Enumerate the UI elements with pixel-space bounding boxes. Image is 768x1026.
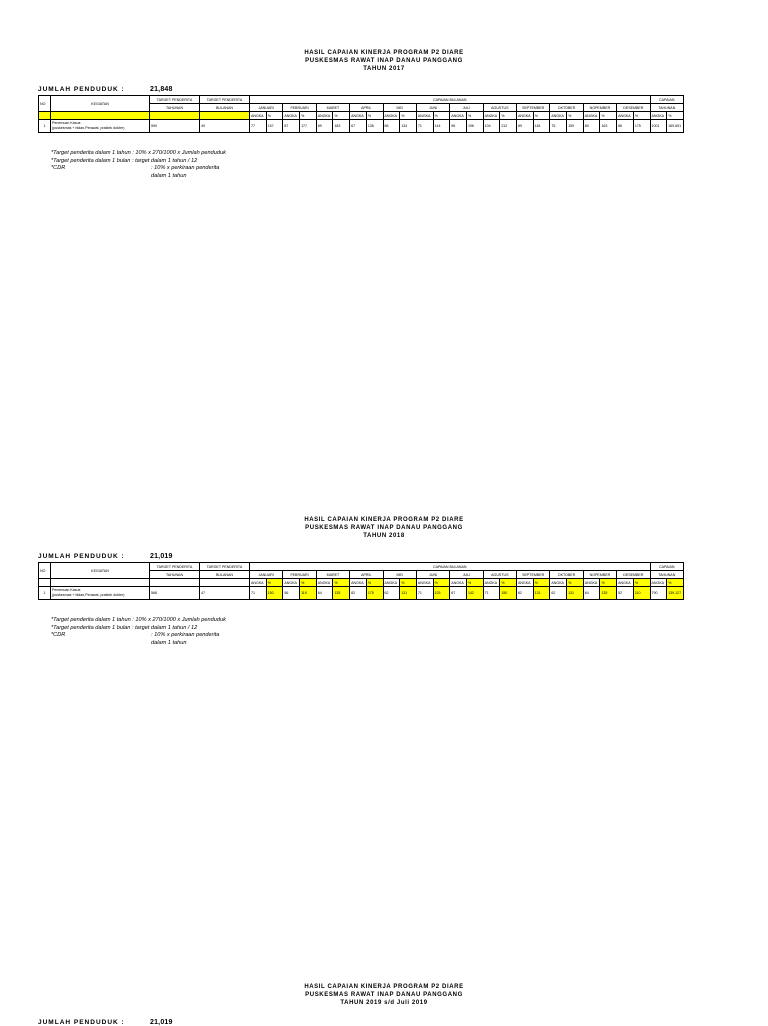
title-line-2: PUSKESMAS RAWAT INAP DANAU PANGGANG (305, 525, 463, 531)
persen-header: % (667, 579, 684, 587)
month-angka-value: 71 (250, 587, 267, 600)
note-cdr (51, 165, 226, 179)
month-angka-value: 71 (483, 587, 500, 600)
population-2017 (38, 86, 173, 93)
month-angka-value: 62 (517, 587, 534, 600)
month-header: AGUSTUS (483, 104, 516, 112)
month-percent-value: 134 (400, 120, 417, 133)
title-line-1: HASIL CAPAIAN KINERJA PROGRAM P2 DIARE (304, 50, 464, 56)
persen-header: % (633, 112, 650, 120)
col-capaian-tahunan-header: CAPAIAN (650, 563, 684, 571)
month-angka-value: 96 (450, 120, 467, 133)
angka-header: ANGKA (450, 579, 467, 587)
persen-header: % (400, 112, 417, 120)
title-line-1: HASIL CAPAIAN KINERJA PROGRAM P2 DIARE (304, 984, 464, 990)
month-header: MARET (316, 104, 349, 112)
note-cdr-label: *CDR (51, 165, 66, 172)
target-bulanan-value: 49 (200, 120, 250, 133)
month-header: SEPTEMBER (517, 571, 550, 579)
note-target-tahun: *Target penderita dalam 1 tahun : 10% x 270/1000 x Jumlah penduduk (51, 617, 226, 623)
month-angka-value: 80 (583, 120, 600, 133)
persen-header: % (333, 112, 350, 120)
month-header: MEI (383, 104, 416, 112)
angka-header: ANGKA (550, 112, 567, 120)
month-percent-value: 175 (366, 587, 383, 600)
angka-header: ANGKA (617, 112, 634, 120)
col-target-bulanan-sub: BULANAN (200, 104, 250, 112)
persen-header: % (266, 579, 283, 587)
col-target-tahunan-sub: TAHUNAN (150, 104, 200, 112)
month-percent-value: 125 (433, 587, 450, 600)
col-capaian-tahunan-sub: TAHUNAN (650, 571, 684, 579)
title-line-2: PUSKESMAS RAWAT INAP DANAU PANGGANG (305, 58, 463, 64)
data-row (39, 587, 684, 600)
blank-cell (51, 112, 150, 120)
population-2018 (38, 553, 173, 560)
row-no: 1 (39, 587, 51, 600)
row-kegiatan (51, 587, 150, 600)
population-label: JUMLAH PENDUDUK : (38, 553, 125, 560)
angka-header: ANGKA (316, 579, 333, 587)
angka-header: ANGKA (450, 112, 467, 120)
data-row (39, 120, 684, 133)
month-angka-value: 62 (383, 587, 400, 600)
persen-header: % (633, 579, 650, 587)
angka-header: ANGKA (383, 579, 400, 587)
performance-table-2018 (38, 562, 684, 600)
persen-header: % (366, 579, 383, 587)
angka-header: ANGKA (483, 579, 500, 587)
angka-header: ANGKA (250, 579, 267, 587)
month-angka-value: 67 (450, 587, 467, 600)
angka-header: ANGKA (550, 579, 567, 587)
month-angka-value: 77 (250, 120, 267, 133)
blank-cell (200, 579, 250, 587)
total-angka-value: 1001 (650, 120, 667, 133)
angka-header: ANGKA (383, 112, 400, 120)
target-tahunan-value: 590 (150, 120, 200, 133)
persen-header: % (567, 579, 584, 587)
month-angka-value: 56 (283, 587, 300, 600)
header-row-1 (39, 96, 684, 104)
population-value: 21,848 (150, 86, 173, 93)
month-percent-value: 159 (567, 120, 584, 133)
population-2019 (38, 1019, 173, 1026)
month-percent-value: 131 (400, 587, 417, 600)
angka-header: ANGKA (316, 112, 333, 120)
month-header: OKTOBER (550, 571, 583, 579)
note-target-bulan: *Target penderita dalam 1 bulan : target dalam 1 tahun / 12 (51, 157, 198, 164)
month-angka-value: 87 (283, 120, 300, 133)
month-percent-value: 144 (433, 120, 450, 133)
title-line-3: TAHUN 2019 s/d Juli 2019 (340, 1000, 428, 1006)
col-target-bulanan-header: TARGET PENDERITA (200, 96, 250, 104)
persen-header: % (300, 579, 317, 587)
total-persen-value: 139.127 (667, 587, 684, 600)
note-cdr-value: : 10% x perkiraan penderita dalam 1 tahun (151, 632, 220, 646)
month-percent-value: 119 (300, 587, 317, 600)
month-angka-value: 71 (416, 587, 433, 600)
note-cdr-value: : 10% x perkiraan penderita dalam 1 tahun (151, 165, 220, 179)
month-header: JULI (450, 571, 483, 579)
month-angka-value: 104 (483, 120, 500, 133)
title-line-3: TAHUN 2017 (363, 66, 405, 72)
month-percent-value: 181 (533, 120, 550, 133)
month-angka-value: 89 (316, 120, 333, 133)
month-header: JULI (450, 104, 483, 112)
angka-header: ANGKA (583, 112, 600, 120)
month-header: APRIL (350, 104, 383, 112)
month-angka-value: 64 (583, 587, 600, 600)
angka-header: ANGKA (517, 112, 534, 120)
angka-header: ANGKA (416, 579, 433, 587)
month-percent-value: 150 (500, 587, 517, 600)
angka-header: ANGKA (250, 112, 267, 120)
month-percent-value: 183 (333, 120, 350, 133)
blank-cell (200, 112, 250, 120)
blank-cell (150, 579, 200, 587)
month-angka-value: 52 (617, 587, 634, 600)
performance-table-2017 (38, 95, 684, 133)
header-row-3 (39, 112, 684, 120)
angka-header: ANGKA (517, 579, 534, 587)
report-title-2019 (0, 983, 768, 1007)
month-header: MEI (383, 571, 416, 579)
month-percent-value: 142 (466, 587, 483, 600)
kegiatan-line-2: (puskesmas + bidan,Perawat, praktek dokter) (52, 593, 125, 597)
month-angka-value: 86 (617, 120, 634, 133)
month-angka-value: 86 (383, 120, 400, 133)
angka-header: ANGKA (617, 579, 634, 587)
report-title-2018 (0, 516, 768, 540)
angka-header: ANGKA (350, 579, 367, 587)
blank-cell (150, 112, 200, 120)
month-percent-value: 150 (266, 587, 283, 600)
month-header: NOPEMBER (583, 104, 616, 112)
persen-header: % (600, 112, 617, 120)
population-label: JUMLAH PENDUDUK : (38, 1019, 125, 1026)
persen-header: % (466, 579, 483, 587)
month-percent-value: 175 (633, 120, 650, 133)
col-kegiatan-header: KEGIATAN (51, 563, 150, 579)
col-target-tahunan-sub: TAHUNAN (150, 571, 200, 579)
note-cdr-label: *CDR (51, 632, 66, 639)
month-angka-value: 62 (550, 587, 567, 600)
notes-2018 (51, 617, 226, 646)
persen-header: % (600, 579, 617, 587)
kegiatan-line-2: (puskesmas + bidan,Perawat, praktek dokter) (52, 126, 125, 130)
col-target-tahunan-header: TARGET PENDERITA (150, 563, 200, 571)
kegiatan-line-1: Penemuan Kasus (52, 121, 81, 125)
note-target-tahun: *Target penderita dalam 1 tahun : 10% x 270/1000 x Jumlah penduduk (51, 150, 226, 156)
title-line-2: PUSKESMAS RAWAT INAP DANAU PANGGANG (305, 992, 463, 998)
month-percent-value: 136 (366, 120, 383, 133)
month-percent-value: 135 (333, 587, 350, 600)
angka-header: ANGKA (483, 112, 500, 120)
month-angka-value: 71 (416, 120, 433, 133)
month-header: SEPTEMBER (517, 104, 550, 112)
month-percent-value: 177 (300, 120, 317, 133)
notes-2017 (51, 150, 226, 179)
col-capaian-tahunan-header: CAPAIAN (650, 96, 684, 104)
kegiatan-line-1: Penemuan Kasus (52, 588, 81, 592)
report-title-2017 (0, 49, 768, 73)
title-line-1: HASIL CAPAIAN KINERJA PROGRAM P2 DIARE (304, 517, 464, 523)
target-tahunan-value: 568 (150, 587, 200, 600)
month-percent-value: 131 (533, 587, 550, 600)
col-target-bulanan-sub: BULANAN (200, 571, 250, 579)
population-value: 21,019 (150, 1019, 173, 1026)
col-capaian-bulanan-header: CAPAIAN BULANAN (250, 563, 651, 571)
persen-header: % (500, 112, 517, 120)
persen-header: % (533, 112, 550, 120)
persen-header: % (667, 112, 684, 120)
col-no-header: NO (39, 563, 51, 579)
col-capaian-tahunan-sub: TAHUNAN (650, 104, 684, 112)
blank-cell (51, 579, 150, 587)
angka-header: ANGKA (650, 112, 667, 120)
month-header: DESEMBER (617, 104, 650, 112)
persen-header: % (466, 112, 483, 120)
month-header: JANUARI (250, 104, 283, 112)
angka-header: ANGKA (650, 579, 667, 587)
angka-header: ANGKA (283, 579, 300, 587)
total-angka-value: 790 (650, 587, 667, 600)
month-percent-value: 110 (633, 587, 650, 600)
target-bulanan-value: 47 (200, 587, 250, 600)
month-percent-value: 196 (466, 120, 483, 133)
month-angka-value: 89 (517, 120, 534, 133)
month-angka-value: 67 (350, 120, 367, 133)
month-header: OKTOBER (550, 104, 583, 112)
population-label: JUMLAH PENDUDUK : (38, 86, 125, 93)
month-percent-value: 212 (500, 120, 517, 133)
month-angka-value: 82 (350, 587, 367, 600)
header-row-1 (39, 563, 684, 571)
angka-header: ANGKA (583, 579, 600, 587)
blank-cell (39, 112, 51, 120)
col-target-tahunan-header: TARGET PENDERITA (150, 96, 200, 104)
persen-header: % (533, 579, 550, 587)
month-header: APRIL (350, 571, 383, 579)
note-cdr (51, 632, 226, 646)
month-header: NOPEMBER (583, 571, 616, 579)
angka-header: ANGKA (416, 112, 433, 120)
month-angka-value: 75 (550, 120, 567, 133)
month-header: JANUARI (250, 571, 283, 579)
persen-header: % (266, 112, 283, 120)
header-row-3 (39, 579, 684, 587)
col-capaian-bulanan-header: CAPAIAN BULANAN (250, 96, 651, 104)
month-percent-value: 157 (266, 120, 283, 133)
month-header: DESEMBER (617, 571, 650, 579)
row-no: 1 (39, 120, 51, 133)
col-no-header: NO (39, 96, 51, 112)
month-header: JUNI (416, 104, 449, 112)
month-header: FEBRUARI (283, 571, 316, 579)
title-line-3: TAHUN 2018 (363, 533, 405, 539)
persen-header: % (567, 112, 584, 120)
persen-header: % (433, 112, 450, 120)
population-value: 21,019 (150, 553, 173, 560)
persen-header: % (433, 579, 450, 587)
month-header: FEBRUARI (283, 104, 316, 112)
row-kegiatan (51, 120, 150, 133)
col-target-bulanan-header: TARGET PENDERITA (200, 563, 250, 571)
total-persen-value: 169.691 (667, 120, 684, 133)
month-angka-value: 64 (316, 587, 333, 600)
month-header: MARET (316, 571, 349, 579)
angka-header: ANGKA (283, 112, 300, 120)
persen-header: % (366, 112, 383, 120)
month-percent-value: 135 (600, 587, 617, 600)
persen-header: % (400, 579, 417, 587)
month-percent-value: 163 (600, 120, 617, 133)
month-header: JUNI (416, 571, 449, 579)
angka-header: ANGKA (350, 112, 367, 120)
blank-cell (39, 579, 51, 587)
persen-header: % (300, 112, 317, 120)
persen-header: % (333, 579, 350, 587)
persen-header: % (500, 579, 517, 587)
col-kegiatan-header: KEGIATAN (51, 96, 150, 112)
note-target-bulan: *Target penderita dalam 1 bulan : target dalam 1 tahun / 12 (51, 624, 198, 631)
month-percent-value: 131 (567, 587, 584, 600)
month-header: AGUSTUS (483, 571, 516, 579)
